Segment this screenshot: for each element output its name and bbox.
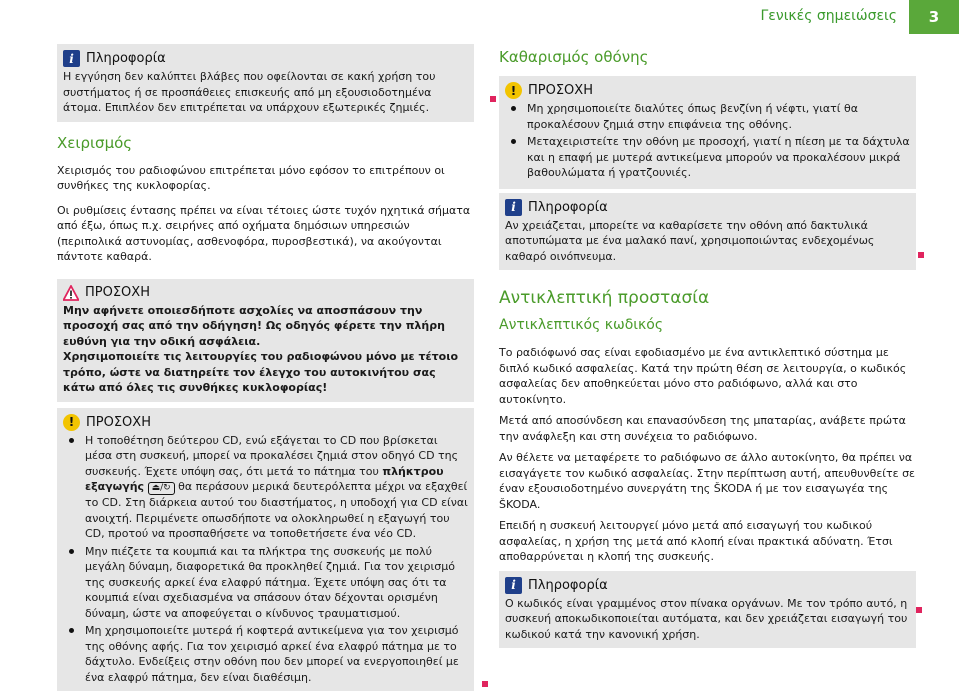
warning-title: ΠΡΟΣΟΧΗ bbox=[85, 285, 150, 300]
warning-title-row bbox=[63, 285, 468, 301]
info-box-title-row bbox=[63, 50, 468, 67]
handling-paragraph-2: Οι ρυθμίσεις έντασης πρέπει να είναι τέτοιες ώστε τυχόν ηχητικά σήματα από έξω, όπως π.χ. σειρήνες από οχήματα δημόσιων υπηρεσιών (περιπολικά αστυνομίας, ασθενοφόρα, πυροσβεστικά), να ακούγονται πάντοτε καθαρά. bbox=[57, 203, 474, 265]
caution-title-row bbox=[63, 414, 468, 431]
heading-antitheft: Αντικλεπτική προστασία bbox=[499, 288, 916, 308]
warning-box-attention bbox=[57, 279, 474, 402]
heading-handling: Χειρισμός bbox=[57, 134, 474, 152]
info-box-code bbox=[499, 571, 916, 649]
info-icon: i bbox=[505, 577, 522, 594]
info-box-title: Πληροφορία bbox=[86, 51, 166, 66]
section-end-marker bbox=[918, 252, 924, 258]
info-box-title: Πληροφορία bbox=[528, 578, 608, 593]
antitheft-paragraph-3: Αν θέλετε να μεταφέρετε το ραδιόφωνο σε άλλο αυτοκίνητο, θα πρέπει να εισαγάγετε τον κωδικό ασφαλείας. Στην περίπτωση αυτή, απευθυνθείτε σε έναν εξουσιοδοτημένο συνεργάτη της ŠKODA ή με τον εισαγωγέα της ŠKODA. bbox=[499, 450, 916, 512]
caution-list bbox=[63, 433, 468, 686]
info-box-title-row bbox=[505, 577, 910, 594]
section-end-marker bbox=[916, 607, 922, 613]
caution-title-row bbox=[505, 82, 910, 99]
caution-title: ΠΡΟΣΟΧΗ bbox=[528, 83, 593, 98]
caution-icon: ! bbox=[505, 82, 522, 99]
eject-key-icon: ⏏/↻ bbox=[148, 482, 175, 495]
info-box-cleaning bbox=[499, 193, 916, 271]
info-box-warranty bbox=[57, 44, 474, 122]
page-header bbox=[0, 0, 959, 34]
warning-triangle-icon bbox=[63, 285, 79, 301]
right-column bbox=[499, 44, 916, 648]
antitheft-paragraph-4: Επειδή η συσκευή λειτουργεί μόνο μετά από εισαγωγή του κωδικού ασφαλείας, η χρήση της μετά από κλοπή είναι πρακτικά αδύνατη. Έτσι αποθαρρύνεται η κλοπή της συσκευής. bbox=[499, 518, 916, 565]
subheading-antitheft-code: Αντικλεπτικός κωδικός bbox=[499, 317, 916, 333]
info-icon: i bbox=[505, 199, 522, 216]
caution-box-cd bbox=[57, 408, 474, 691]
antitheft-paragraph-2: Μετά από αποσύνδεση και επανασύνδεση της μπαταρίας, ανάβετε πρώτα την ανάφλεξη και στη συνέχεια το ραδιόφωνο. bbox=[499, 413, 916, 444]
info-box-text: Η εγγύηση δεν καλύπτει βλάβες που οφείλονται σε κακή χρήση του συστήματος ή σε προσπάθειες επισκευής από μη εξουσιοδοτημένα άτομα. Επιπλέον δεν επιτρέπεται να υπάρχουν εξωτερικές ζημιές. bbox=[63, 69, 468, 116]
info-box-title-row bbox=[505, 199, 910, 216]
left-column bbox=[57, 44, 474, 691]
section-end-marker bbox=[490, 96, 496, 102]
warning-paragraph-1: Μην αφήνετε οποιεσδήποτε ασχολίες να αποσπάσουν την προσοχή σας από την οδήγηση! Ως οδηγός φέρετε την πλήρη ευθύνη για την οδική ασφάλεια. bbox=[63, 303, 468, 350]
list-item: Μη χρησιμοποιείτε μυτερά ή κοφτερά αντικείμενα για τον χειρισμό της οθόνης αφής. Για τον χειρισμό αρκεί ένα ελαφρύ πάτημα με το δάχτυλο. Ενδείξεις στην οθόνη που δεν μπορεί να ενεργοποιηθεί με ένα ελαφρύ πάτημα, δεν είναι διαθέσιμη. bbox=[63, 623, 468, 685]
chapter-title: Γενικές σημειώσεις bbox=[761, 8, 898, 24]
info-box-title: Πληροφορία bbox=[528, 200, 608, 215]
warning-paragraph-2: Χρησιμοποιείτε τις λειτουργίες του ραδιοφώνου μόνο με τέτοιο τρόπο, ώστε να διατηρείτε τον έλεγχο του αυτοκινήτου σας κάτω από όλες τις συνθήκες κυκλοφορίας! bbox=[63, 349, 468, 396]
caution-box-screen bbox=[499, 76, 916, 189]
info-box-text: Ο κωδικός είναι γραμμένος στον πίνακα οργάνων. Με τον τρόπο αυτό, η συσκευή αποκωδικοποιείται αυτόματα, και δεν χρειάζεται εισαγωγή του κωδικού κατά την κανονική χρήση. bbox=[505, 596, 910, 643]
list-item: Μην πιέζετε τα κουμπιά και τα πλήκτρα της συσκευής με πολύ μεγάλη δύναμη, διαφορετικά θα προκληθεί ζημιά. Για τον χειρισμό της συσκευής αρκεί ένα ελαφρύ πάτημα. Έχετε υπόψη σας ότι τα κουμπιά είναι σχεδιασμένα να σπάσουν όταν δέχονται ορισμένη δύναμη, ώστε να αποφεύγεται ο κίνδυνος τραυματισμού. bbox=[63, 544, 468, 622]
caution-title: ΠΡΟΣΟΧΗ bbox=[86, 415, 151, 430]
list-item: Η τοποθέτηση δεύτερου CD, ενώ εξάγεται το CD που βρίσκεται μέσα στη συσκευή, μπορεί να προκαλέσει ζημιά στον οδηγό CD της συσκευής. Έχετε υπόψη σας, ότι μετά το πάτημα του πλήκτρου εξαγωγής ⏏/↻ θα περάσουν μερικά δευτερόλεπτα μέχρι να εξαχθεί το CD. Στη διάρκεια αυτού του διαστήματος, η υποδοχή για CD είναι ανοιχτή. Περιμένετε οπωσδήποτε να ολοκληρωθεί η εξαγωγή του CD, προτού να προσπαθήσετε να τοποθετήσετε ένα νέο CD. bbox=[63, 433, 468, 542]
caution-list bbox=[505, 101, 910, 181]
page-number: 3 bbox=[909, 0, 959, 34]
antitheft-paragraph-1: Το ραδιόφωνό σας είναι εφοδιασμένο με ένα αντικλεπτικό σύστημα με διπλό κωδικό ασφαλείας. Κατά την πρώτη θέση σε λειτουργία, ο κωδικός ασφαλείας δεν αποθηκεύεται μόνο στο ραδιόφωνο, αλλά και στο αυτοκίνητο. bbox=[499, 345, 916, 407]
heading-screen-cleaning: Καθαρισμός οθόνης bbox=[499, 48, 916, 66]
caution-icon: ! bbox=[63, 414, 80, 431]
list-item: Μεταχειριστείτε την οθόνη με προσοχή, γιατί η πίεση με τα δάχτυλα και η επαφή με μυτερά αντικείμενα μπορούν να προκαλέσουν μικρά βαθουλώματα ή γρατζουνιές. bbox=[505, 134, 910, 181]
info-box-text: Αν χρειάζεται, μπορείτε να καθαρίσετε την οθόνη από δακτυλικά αποτυπώματα με ένα μαλακό πανί, χρησιμοποιώντας ενδεχομένως καθαρό οινόπνευμα. bbox=[505, 218, 910, 265]
section-end-marker bbox=[482, 681, 488, 687]
list-item: Μη χρησιμοποιείτε διαλύτες όπως βενζίνη ή νέφτι, γιατί θα προκαλέσουν ζημιά στην επιφάνεια της οθόνης. bbox=[505, 101, 910, 132]
info-icon: i bbox=[63, 50, 80, 67]
handling-paragraph-1: Χειρισμός του ραδιοφώνου επιτρέπεται μόνο εφόσον το επιτρέπουν οι συνθήκες της κυκλοφορίας. bbox=[57, 163, 474, 194]
